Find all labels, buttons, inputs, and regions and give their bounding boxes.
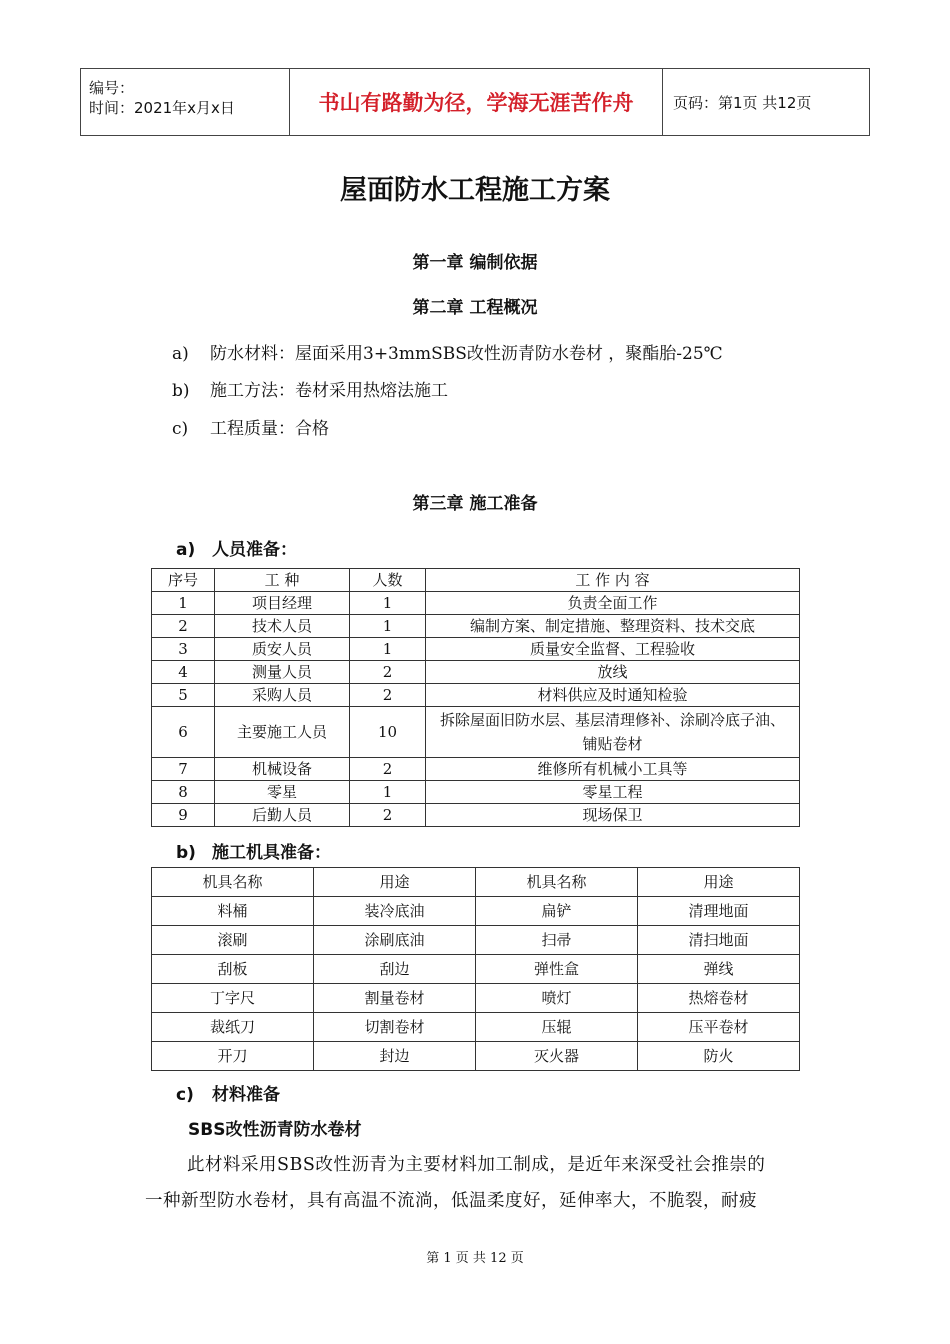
table-cell: 2 — [152, 615, 215, 638]
table-cell: 后勤人员 — [215, 804, 350, 827]
table-header-row — [152, 868, 800, 897]
document-title: 屋面防水工程施工方案 — [340, 175, 610, 206]
column-header: 机具名称 — [152, 868, 314, 897]
table-row — [152, 804, 800, 827]
item-text: 工程质量：合格 — [210, 419, 329, 439]
personnel-heading — [176, 535, 297, 560]
chapter-2-heading: 第二章 工程概况 — [412, 298, 538, 318]
table-row — [152, 758, 800, 781]
section-title: 材料准备 — [212, 1085, 280, 1105]
section-marker: b) — [176, 843, 196, 863]
table-row — [152, 684, 800, 707]
table-row — [152, 897, 800, 926]
column-header: 序号 — [152, 569, 215, 592]
table-cell: 刮板 — [152, 955, 314, 984]
table-row — [152, 592, 800, 615]
table-cell: 开刀 — [152, 1042, 314, 1071]
table-cell: 负责全面工作 — [426, 592, 800, 615]
header-page-info: 页码：第1页 共12页 — [663, 69, 870, 136]
table-cell: 4 — [152, 661, 215, 684]
table-cell: 滚刷 — [152, 926, 314, 955]
table-cell: 10 — [350, 707, 426, 758]
table-cell: 弹性盒 — [476, 955, 638, 984]
section-title: 施工机具准备： — [212, 843, 331, 863]
table-cell: 机械设备 — [215, 758, 350, 781]
chapter-1-heading: 第一章 编制依据 — [412, 253, 538, 273]
table-cell: 拆除屋面旧防水层、基层清理修补、涂刷冷底子油、铺贴卷材 — [426, 707, 800, 758]
paragraph-line-2: 一种新型防水卷材，具有高温不流淌，低温柔度好，延伸率大，不脆裂，耐疲 — [145, 1191, 757, 1211]
table-cell: 1 — [350, 638, 426, 661]
material-subtitle: SBS改性沥青防水卷材 — [188, 1120, 362, 1140]
item-text: 防水材料：屋面采用3+3mmSBS改性沥青防水卷材 ，聚酯胎-25℃ — [210, 344, 723, 364]
table-cell: 裁纸刀 — [152, 1013, 314, 1042]
table-cell: 弹线 — [638, 955, 800, 984]
tools-table — [151, 867, 800, 1071]
table-cell: 3 — [152, 638, 215, 661]
table-cell: 质安人员 — [215, 638, 350, 661]
table-cell: 9 — [152, 804, 215, 827]
overview-item — [172, 339, 723, 364]
table-cell: 材料供应及时通知检验 — [426, 684, 800, 707]
table-cell: 放线 — [426, 661, 800, 684]
table-cell: 编制方案、制定措施、整理资料、技术交底 — [426, 615, 800, 638]
section-marker: c) — [176, 1085, 194, 1105]
table-cell: 零星工程 — [426, 781, 800, 804]
header-table — [80, 68, 870, 136]
column-header: 机具名称 — [476, 868, 638, 897]
table-cell: 零星 — [215, 781, 350, 804]
table-cell: 测量人员 — [215, 661, 350, 684]
table-cell: 扁铲 — [476, 897, 638, 926]
column-header: 用途 — [314, 868, 476, 897]
header-meta — [81, 69, 290, 136]
overview-item — [172, 414, 329, 439]
time-label: 时间：2021年x月x日 — [89, 99, 235, 117]
table-cell: 2 — [350, 804, 426, 827]
table-row — [152, 615, 800, 638]
item-text: 施工方法：卷材采用热熔法施工 — [210, 381, 448, 401]
table-cell: 料桶 — [152, 897, 314, 926]
table-row — [152, 1013, 800, 1042]
personnel-table — [151, 568, 800, 827]
column-header: 人数 — [350, 569, 426, 592]
table-row — [152, 707, 800, 758]
table-row — [152, 638, 800, 661]
table-cell: 扫帚 — [476, 926, 638, 955]
table-cell: 技术人员 — [215, 615, 350, 638]
paragraph-line-1: 此材料采用SBS改性沥青为主要材料加工制成，是近年来深受社会推崇的 — [187, 1155, 766, 1175]
table-cell: 封边 — [314, 1042, 476, 1071]
table-cell: 1 — [152, 592, 215, 615]
table-cell: 刮边 — [314, 955, 476, 984]
table-cell: 1 — [350, 592, 426, 615]
column-header: 工 种 — [215, 569, 350, 592]
item-marker: c) — [172, 419, 189, 439]
table-row — [152, 661, 800, 684]
table-cell: 项目经理 — [215, 592, 350, 615]
table-cell: 2 — [350, 661, 426, 684]
table-cell: 清扫地面 — [638, 926, 800, 955]
table-cell: 7 — [152, 758, 215, 781]
table-cell: 压平卷材 — [638, 1013, 800, 1042]
item-marker: b) — [172, 381, 190, 401]
table-row — [152, 781, 800, 804]
tools-heading — [176, 838, 331, 863]
table-cell: 6 — [152, 707, 215, 758]
table-cell: 压辊 — [476, 1013, 638, 1042]
table-cell: 灭火器 — [476, 1042, 638, 1071]
table-cell: 主要施工人员 — [215, 707, 350, 758]
table-row — [152, 1042, 800, 1071]
table-cell: 2 — [350, 758, 426, 781]
table-cell: 采购人员 — [215, 684, 350, 707]
header-motto: 书山有路勤为径，学海无涯苦作舟 — [290, 69, 663, 136]
table-cell: 5 — [152, 684, 215, 707]
table-row — [152, 926, 800, 955]
table-cell: 涂刷底油 — [314, 926, 476, 955]
table-cell: 1 — [350, 781, 426, 804]
table-cell: 8 — [152, 781, 215, 804]
column-header: 用途 — [638, 868, 800, 897]
table-row — [152, 955, 800, 984]
table-cell: 丁字尺 — [152, 984, 314, 1013]
chapter-3-heading: 第三章 施工准备 — [412, 494, 538, 514]
table-cell: 热熔卷材 — [638, 984, 800, 1013]
table-cell: 清理地面 — [638, 897, 800, 926]
table-cell: 喷灯 — [476, 984, 638, 1013]
table-cell: 装冷底油 — [314, 897, 476, 926]
table-cell: 维修所有机械小工具等 — [426, 758, 800, 781]
table-cell: 割量卷材 — [314, 984, 476, 1013]
table-cell: 2 — [350, 684, 426, 707]
table-cell: 质量安全监督、工程验收 — [426, 638, 800, 661]
table-header-row — [152, 569, 800, 592]
section-title: 人员准备： — [212, 540, 297, 560]
page-footer: 第 1 页 共 12 页 — [426, 1251, 524, 1266]
materials-heading — [176, 1080, 280, 1105]
table-cell: 1 — [350, 615, 426, 638]
table-row — [152, 984, 800, 1013]
table-cell: 切割卷材 — [314, 1013, 476, 1042]
column-header: 工 作 内 容 — [426, 569, 800, 592]
table-cell: 防火 — [638, 1042, 800, 1071]
section-marker: a) — [176, 540, 196, 560]
number-label: 编号： — [89, 79, 135, 97]
overview-item — [172, 376, 448, 401]
item-marker: a) — [172, 344, 189, 364]
table-cell: 现场保卫 — [426, 804, 800, 827]
